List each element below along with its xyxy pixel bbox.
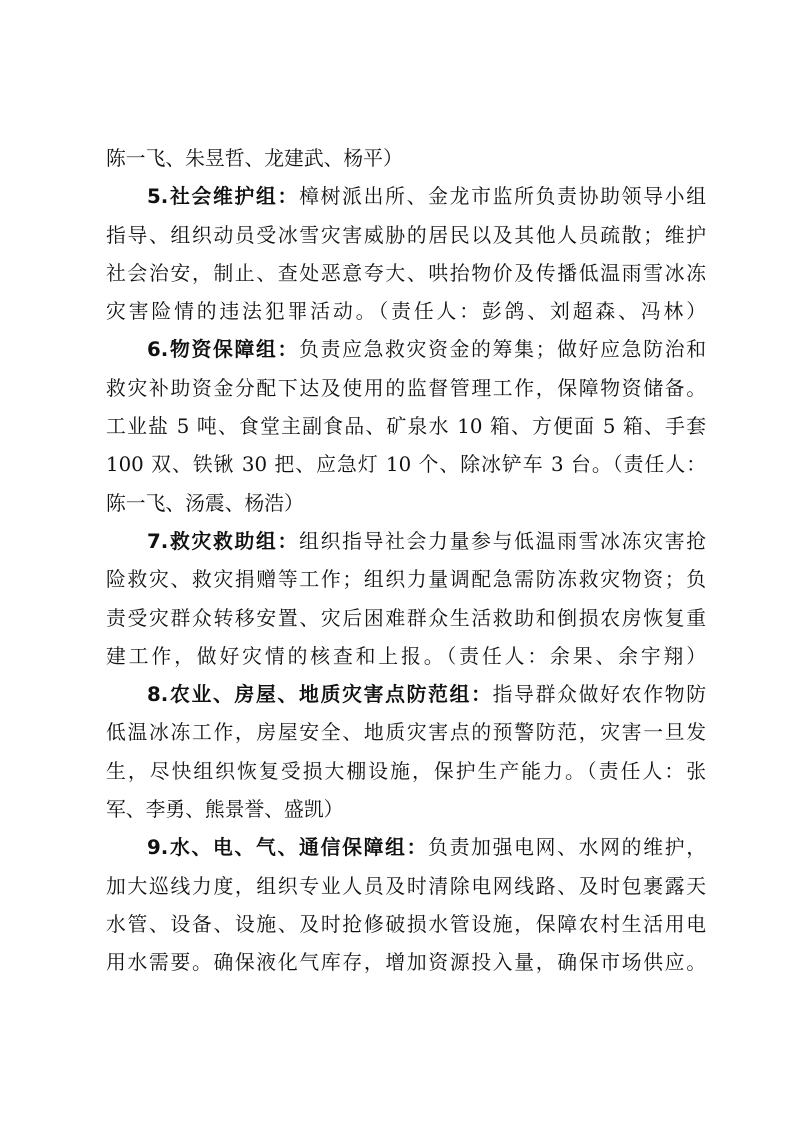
paragraph-material-support-line-3: 工业盐 5 吨、食堂主副食品、矿泉水 10 箱、方便面 5 箱、手套	[106, 415, 706, 439]
paragraph-material-support-line-2: 救灾补助资金分配下达及使用的监督管理工作，保障物资储备。	[106, 376, 706, 400]
heading-social-maintenance: 5.社会维护组：	[147, 185, 300, 209]
paragraph-material-support-line-5: 陈一飞、汤震、杨浩）	[106, 491, 304, 515]
paragraph-material-support-line-1: 6.物资保障组：负责应急救灾资金的筹集；做好应急防治和	[147, 338, 706, 362]
paragraph-social-maintenance-line-2: 指导、组织动员受冰雪灾害威胁的居民以及其他人员疏散；维护	[106, 223, 706, 247]
heading-agriculture-housing: 8.农业、房屋、地质灾害点防范组：	[147, 683, 493, 707]
paragraph-material-support-line-4: 100 双、铁锹 30 把、应急灯 10 个、除冰铲车 3 台。（责任人：	[106, 453, 706, 477]
continuation-line: 陈一飞、朱昱哲、龙建武、杨平）	[106, 147, 403, 170]
paragraph-disaster-relief-line-1: 7.救灾救助组：组织指导社会力量参与低温雨雪冰冻灾害抢	[147, 529, 706, 553]
paragraph-disaster-relief-line-4: 建工作，做好灾情的核查和上报。（责任人：余果、余宇翔）	[106, 644, 706, 668]
paragraph-social-maintenance-line-1: 5.社会维护组：樟树派出所、金龙市监所负责协助领导小组	[147, 185, 706, 209]
paragraph-disaster-relief-line-2: 险救灾、救灾捐赠等工作；组织力量调配急需防冻救灾物资；负	[106, 568, 706, 592]
paragraph-agriculture-housing-line-3: 生，尽快组织恢复受损大棚设施，保护生产能力。（责任人：张	[106, 759, 706, 783]
paragraph-social-maintenance-line-3: 社会治安，制止、查处恶意夸大、哄抬物价及传播低温雨雪冰冻	[106, 261, 706, 285]
heading-disaster-relief: 7.救灾救助组：	[147, 529, 300, 553]
paragraph-agriculture-housing-line-2: 低温冰冻工作，房屋安全、地质灾害点的预警防范，灾害一旦发	[106, 721, 706, 745]
paragraph-disaster-relief-line-3: 责受灾群众转移安置、灾后困难群众生活救助和倒损农房恢复重	[106, 606, 706, 630]
paragraph-utilities-line-1: 9.水、电、气、通信保障组：负责加强电网、水网的维护，	[147, 836, 706, 860]
paragraph-agriculture-housing-line-1: 8.农业、房屋、地质灾害点防范组：指导群众做好农作物防	[147, 683, 706, 707]
document-body	[106, 140, 706, 983]
paragraph-utilities-line-3: 水管、设备、设施、及时抢修破损水管设施，保障农村生活用电	[106, 912, 706, 936]
heading-utilities: 9.水、电、气、通信保障组：	[147, 836, 429, 860]
paragraph-agriculture-housing-line-4: 军、李勇、熊景誉、盛凯）	[106, 798, 344, 822]
heading-material-support: 6.物资保障组：	[147, 338, 300, 362]
paragraph-utilities-line-2: 加大巡线力度，组织专业人员及时清除电网线路、及时包裹露天	[106, 874, 706, 898]
paragraph-utilities-line-4: 用水需要。确保液化气库存，增加资源投入量，确保市场供应。	[106, 951, 706, 975]
paragraph-social-maintenance-line-4: 灾害险情的违法犯罪活动。（责任人：彭鸽、刘超森、冯林）	[106, 300, 706, 324]
